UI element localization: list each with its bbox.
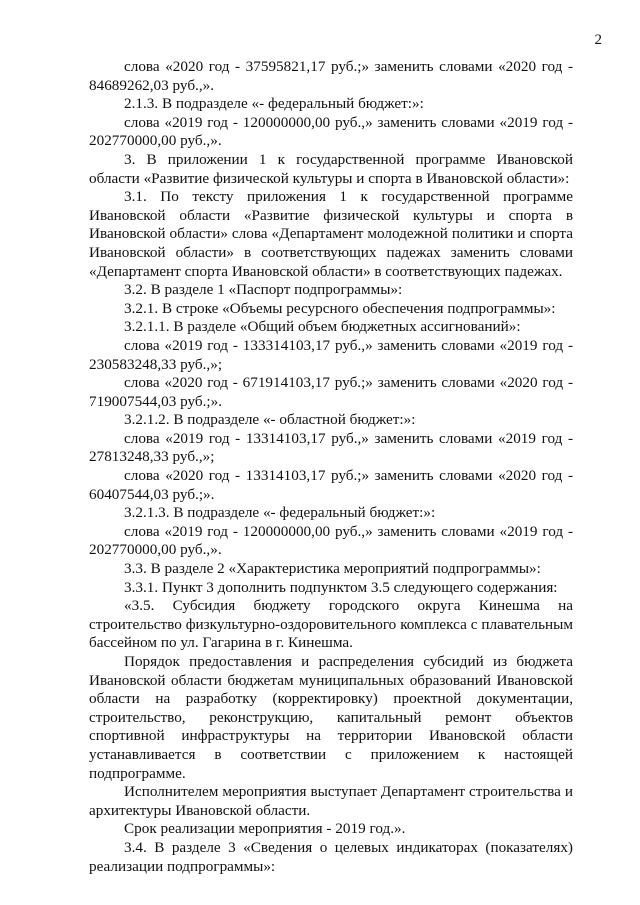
paragraph: Срок реализации мероприятия - 2019 год.». bbox=[124, 820, 406, 838]
paragraph: слова «2019 год - 120000000,00 руб.,» заменить словами «2019 год - 202770000,00 руб.,». bbox=[89, 113, 573, 150]
paragraph: Порядок предоставления и распределения субсидий из бюджета Ивановской области бюджетам муниципальных образований Ивановской области на разработку (корректировку) проектной документации, строительство, реконструкцию, капитальный ремонт объектов спортивной инфраструктуры на территории Ивановской области устанавливается в соответствии с приложением к настоящей подпрограмме. bbox=[89, 653, 573, 782]
paragraph: 3.2.1.3. В подразделе «- федеральный бюджет:»: bbox=[124, 504, 436, 522]
paragraph: слова «2020 год - 13314103,17 руб.;» заменить словами «2020 год - 60407544,03 руб.;». bbox=[89, 467, 573, 503]
paragraph: слова «2020 год - 37595821,17 руб.;» заменить словами «2020 год - 84689262,03 руб.,». bbox=[89, 58, 573, 94]
paragraph: 3.1. По тексту приложения 1 к государственной программе Ивановской области «Развитие физической культуры и спорта в Ивановской области» слова «Департамент молодежной политики и спорта Ивановской области» в соответствующих падежах заменить словами «Департамент спорта Ивановской области» в соответствующих падежах. bbox=[89, 188, 573, 280]
paragraph: 3.3.1. Пункт 3 дополнить подпунктом 3.5 следующего содержания: bbox=[124, 578, 558, 596]
paragraph: 3.2.1.2. В подразделе «- областной бюджет:»: bbox=[124, 411, 416, 429]
paragraph: 2.1.3. В подразделе «- федеральный бюджет:»: bbox=[124, 95, 424, 113]
paragraph: 3.2.1. В строке «Объемы ресурсного обеспечения подпрограммы»: bbox=[124, 299, 556, 317]
paragraph: слова «2019 год - 133314103,17 руб.,» заменить словами «2019 год - 230583248,33 руб.,»; bbox=[89, 336, 573, 373]
paragraph: слова «2019 год - 120000000,00 руб.,» заменить словами «2019 год - 202770000,00 руб.,». bbox=[89, 522, 573, 559]
page-number: 2 bbox=[594, 32, 602, 48]
document-body bbox=[89, 58, 573, 876]
paragraph: 3.3. В разделе 2 «Характеристика мероприятий подпрограммы»: bbox=[124, 560, 541, 578]
paragraph: Исполнителем мероприятия выступает Департамент строительства и архитектуры Ивановской области. bbox=[89, 783, 573, 819]
paragraph: слова «2019 год - 13314103,17 руб.,» заменить словами «2019 год - 27813248,33 руб.,»; bbox=[89, 429, 573, 466]
paragraph: 3.4. В разделе 3 «Сведения о целевых индикаторах (показателях) реализации подпрограммы»: bbox=[89, 838, 573, 875]
paragraph: 3.2.1.1. В разделе «Общий объем бюджетных ассигнований»: bbox=[124, 318, 521, 336]
paragraph: 3.2. В разделе 1 «Паспорт подпрограммы»: bbox=[124, 281, 403, 299]
paragraph: «3.5. Субсидия бюджету городского округа Кинешма на строительство физкультурно-оздоровительного комплекса с плавательным бассейном по ул. Гагарина в г. Кинешма. bbox=[89, 597, 573, 652]
paragraph: 3. В приложении 1 к государственной программе Ивановской области «Развитие физической культуры и спорта в Ивановской области»: bbox=[89, 150, 573, 187]
paragraph: слова «2020 год - 671914103,17 руб.;» заменить словами «2020 год - 719007544,03 руб.;». bbox=[89, 374, 573, 410]
